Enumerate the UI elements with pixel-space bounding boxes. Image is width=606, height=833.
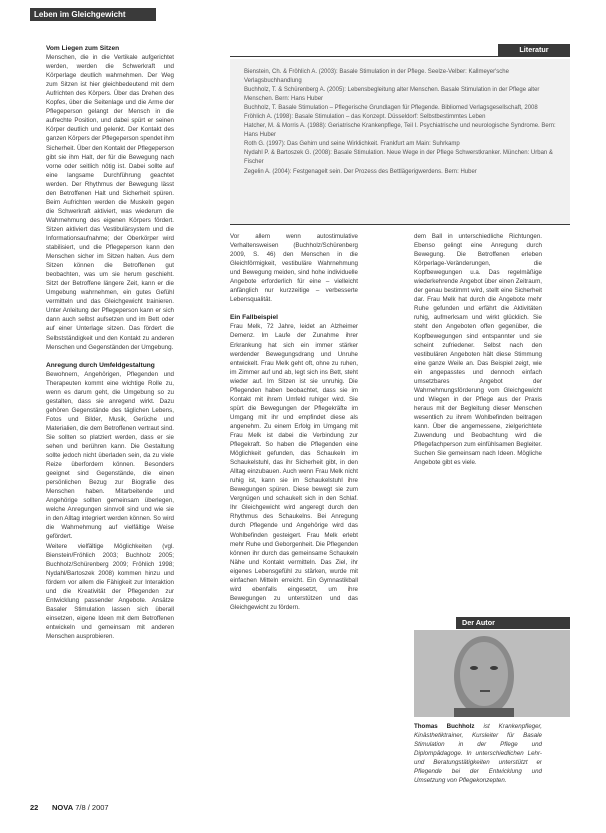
magazine-footer: [52, 803, 109, 812]
author-bio-text: ist Krankenpfleger, Kinästhetiktrainer, Kursleiter für Basale Stimulation in der Pflege und Diplompädagoge. In unterschiedlichen Lehr- und Beratungstätigkeiten unterstützt er Pflegende bei der Entwicklung und Umsetzung von Pflegekonzepten.: [414, 723, 542, 785]
literature-item: Zegelin A. (2004): Festgenagelt sein. Der Prozess des Bettlägerigwerdens. Bern: Huber: [244, 168, 477, 175]
author-photo: [414, 630, 570, 717]
article-column-3: [414, 232, 542, 612]
magazine-name: NOVA: [52, 803, 74, 812]
subheading-anregung: Anregung durch Umfeldgestaltung: [46, 361, 155, 369]
page-number: 22: [30, 803, 39, 812]
article-column-1: [46, 44, 174, 744]
literature-item: Buchholz, T. Basale Stimulation – Pflegerische Grundlagen für Pflegende. Bibliomed Verlagsgesellschaft, 2008: [244, 105, 538, 112]
literature-rule: [230, 56, 570, 57]
author-label: Der Autor: [456, 617, 570, 629]
article-column-2: [230, 232, 358, 822]
literature-item: Nydahl P. & Bartoszek G. (2008): Basale Stimulation. Neue Wege in der Pflege Schwerstkranker. München: Urban & Fischer: [244, 150, 553, 166]
literature-list: [244, 68, 562, 177]
literature-item: Hatcher, M. & Morris A. (1988): Geriatrische Krankenpflege, Teil I. Psychiatrische und neurologische Syndrome. Bern: Hans Huber: [244, 123, 556, 139]
literature-item: Roth G. (1997): Das Gehirn und seine Wirklichkeit. Frankfurt am Main: Suhrkamp: [244, 141, 460, 148]
author-portrait-icon: [414, 630, 570, 717]
author-name: Thomas Buchholz: [414, 723, 475, 730]
paragraph: Bewohnern, Angehörigen, Pflegenden und Therapeuten kommt eine wichtige Rolle zu, wenn es darum geht, die Umgebung so zu gestalten, dass sie anregend wirkt. Dazu gehören Gegenstände des täglichen Lebens, Fotos und Bilder, Musik, Gerüche und Materialien, die dem Betroffenen vertraut sind. Sie sollten so platziert werden, dass er sie sehen und berühren kann. Die Gestaltung sollte jedoch nicht überladen sein, da zu viele Reize überfordern können. Besonders geeignet sind Gegenstände, die einen persönlichen Bezug zur Biografie des Menschen haben. Mitarbeitende und Angehörige sollten gemeinsam überlegen, welche Anregungen sinnvoll sind und wie sie in den Alltag integriert werden können. So wird die Wahrnehmung auf vielfältige Weise gefördert.: [46, 370, 174, 541]
paragraph: Menschen, die in die Vertikale aufgerichtet werden, werden die Schwerkraft und Körperlage deutlich wahrnehmen. Der Weg zum Sitzen ist hier gleichbedeutend mit dem Aufrichten des Körpers. Über das Drehen des Kopfes, über die Seitenlage und die Arme der Pflegeperson gelangt der Mensch in die aufrechte Position, und dabei spürt er seinen Körper deutlich und gelenkt. Der Kontakt des ganzen Körpers der Pflegeperson spendet ihm Sicherheit. Über den Kontakt der Pflegeperson gibt sie ihm Halt, der für die Bewegung nach vorne oder seitlich nötig ist. Dabei sollte auf eine langsame Durchführung geachtet werden. Der Rhythmus der Bewegung lässt den Betroffenen Halt und Sicherheit spüren. Beim Aufrichten werden die Muskeln gegen die Schwerkraft aktiviert, was wiederum die Wahrnehmung des eigenen Körpers fördert. Sitzen aktiviert das Vestibulärsystem und die Informationsaufnahme; der Oberkörper wird stabilisiert, und die Pflegeperson kann den Menschen sicher im Sitzen halten. Aus dem Sitzen können die Betroffenen gut beobachten, was um sie herum geschieht. Sitzt der Betroffene längere Zeit, kann er die Umgebung wahrnehmen, ein gutes Gefühl vermitteln und das Gleichgewicht trainieren. Unter Anleitung der Pflegeperson kann er sich dann auch selbst aufsetzen und im Bett oder auf einer Unterlage sitzen. Das fördert die Selbstständigkeit und den Kontakt zu anderen Menschen und Gegenständen der Umgebung.: [46, 54, 174, 351]
paragraph: Vor allem wenn autostimulative Verhaltensweisen (Buchholz/Schürenberg 2009, S. 46) den Menschen in die Gleichförmigkeit, vestibuläre Wahrnehmung und Bewegung meiden, sind hohe individuelle Angebote erforderlich für eine – vielleicht anfänglich nur kurzzeitige – verbesserte Lebensqualität.: [230, 233, 358, 304]
paragraph: Frau Melk, 72 Jahre, leidet an Alzheimer Demenz. Im Laufe der Zunahme ihrer Erkrankung hat sich ein immer stärker werdender Bewegungsdrang und Unruhe entwickelt. Frau Melk geht oft, ohne zu ruhen, im Zimmer auf und ab, legt sich ins Bett, steht wieder auf. Im Sitzen ist sie unruhig. Die Pflegenden haben beobachtet, dass sie im Kontakt mit ihrem Umfeld ruhiger wird. Sie spürt die Bewegungen der Pflegekräfte im Umgang mit ihr und empfindet diese als angenehm. Zu einem Erfolg im Umgang mit Frau Melk ist dabei die Verbindung zur Pflegekraft. So haben die Pflegenden eine Möglichkeit gefunden, das Schaukeln im Schaukelstuhl, das ihr Sicherheit gibt, in den Alltag einzubauen. Auch wenn Frau Melk nicht ruhig ist, kann sie im Schaukelstuhl ihre Bewegungen spüren. Diese bewegt sie zum Vergnügen und schaukelt sich in den Schlaf. Ihr Gleichgewicht wird angeregt durch den Rhythmus des Schaukelns. Bei Anregung durch Pflegende und Angehörige wird das Wohlbefinden gesteigert. Frau Melk erlebt mehr Ruhe und Geborgenheit. Die Pflegenden können ihr durch das gemeinsame Schaukeln Nähe und Kontakt vermitteln. Das Ziel, ihr eigenes Lebensgefühl zu stärken, wurde mit einfachen Mitteln erreicht. Ein Gymnastikball wird ebenfalls eingesetzt, um ihre Bewegungen zu unterstützen und das Gleichgewicht zu fördern.: [230, 323, 358, 611]
subheading-liegen: Vom Liegen zum Sitzen: [46, 45, 120, 52]
literature-item: Fröhlich A. (1998): Basale Stimulation – das Konzept. Düsseldorf: Selbstbestimmtes Leben: [244, 114, 486, 121]
paragraph: dem Ball in unterschiedliche Richtungen. Ebenso gelingt eine Anregung durch Bewegung. Die Betroffenen erleben Körperlage-Veränderungen, die Kopfbewegungen u.a. Das regelmäßige wiederkehrende Angebot über einen Zeitraum, der genau bestimmt wird, stellt eine Sicherheit dar. Frau Melk hat durch die Angebote mehr Ruhe gefunden und erfährt die Aktivitäten ruhig, aufmerksam und wirkt glücklich. Sie steht den Angeboten offen gegenüber, die Kopfbewegungen sind entspannter und sie scheint zufriedener. Selbst nach den vestibulären Angeboten hält diese Stimmung eine ganze Weile an. Das Beispiel zeigt, wie ein angepasstes und dennoch einfach umsetzbares Angebot der Wahrnehmungsförderung vom Gleichgewicht und Wiegen in der Pflege aus der Praxis heraus mit der Begleitung dieser Menschen wesentlich zu ihrem Wohlbefinden beitragen kann. Über die angemessene, zielgerichtete Zuwendung und Beobachtung wird die Pflegefachperson zum einfühlsamen Begleiter. Suchen Sie gemeinsam nach Ideen. Mögliche Angebote gibt es viele.: [414, 233, 542, 467]
literature-label: Literatur: [498, 44, 570, 56]
author-bio: [414, 722, 542, 822]
literature-item: Bienstein, Ch. & Fröhlich A. (2003): Basale Stimulation in der Pflege. Seelze-Velber: Kallmeyer'sche Verlagsbuchhandlung: [244, 69, 509, 85]
literature-item: Buchholz, T. & Schürenberg A. (2005): Lebensbegleitung alter Menschen. Basale Stimulation in der Pflege alter Menschen. Bern: Hans Huber: [244, 87, 540, 103]
section-header: Leben im Gleichgewicht: [30, 8, 156, 21]
issue-number: 7/8 / 2007: [75, 803, 109, 812]
paragraph: Weitere vielfältige Möglichkeiten (vgl. Bienstein/Fröhlich 2003; Buchholz 2005; Buchholz/Schürenberg 2009; Fröhlich 1998; Nydahl/Bartoszek 2008) kommen hinzu und fördern vor allem die Fähigkeit zur Interaktion und die Kreativität der Pflegenden zur Entwicklung passender Angebote. Ansätze Basaler Stimulation lassen sich überall einsetzen, eigene Ideen mit dem Betroffenen entwickeln und gemeinsam mit anderen Menschen ausprobieren.: [46, 542, 174, 640]
subheading-fallbeispiel: Ein Fallbeispiel: [230, 314, 279, 322]
